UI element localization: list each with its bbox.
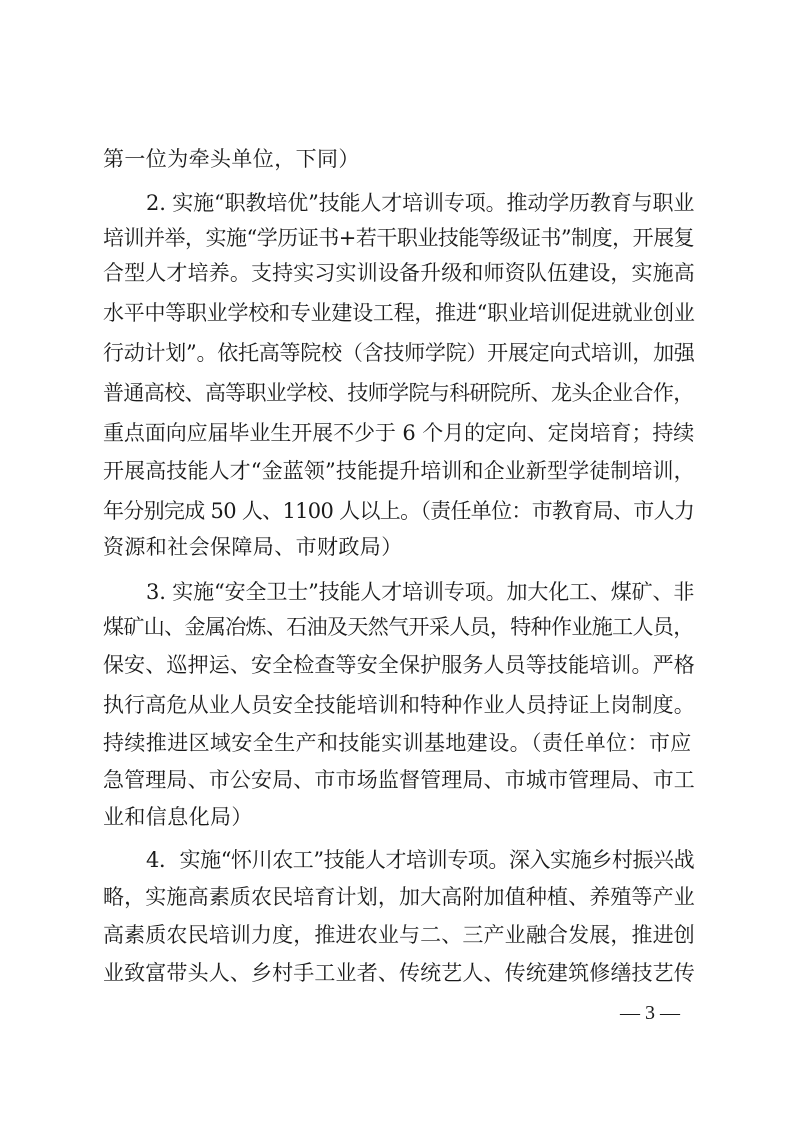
body-line: 急管理局、市公安局、市市场监督管理局、市城市管理局、市工 xyxy=(103,768,695,792)
body-line: 第一位为牵头单位，下同） xyxy=(103,147,360,171)
body-line: 合型人才培养。支持实习实训设备升级和师资队伍建设，实施高 xyxy=(103,261,695,285)
body-line: 4．实施“怀川农工”技能人才培训专项。深入实施乡村振兴战 xyxy=(146,848,695,872)
body-line: 业和信息化局） xyxy=(103,805,253,829)
body-line: 行动计划”。依托高等院校（含技师学院）开展定向式培训，加强 xyxy=(103,341,695,365)
body-line: 持续推进区域安全生产和技能实训基地建设。（责任单位：市应 xyxy=(103,731,692,755)
body-line: 3. 实施“安全卫士”技能人才培训专项。加大化工、煤矿、非 xyxy=(146,580,695,604)
body-line: 高素质农民培训力度，推进农业与二、三产业融合发展，推进创 xyxy=(103,923,695,947)
body-line: 开展高技能人才“金蓝领”技能提升培训和企业新型学徒制培训， xyxy=(103,459,695,483)
body-line: 略，实施高素质农民培育计划，加大高附加值种植、养殖等产业 xyxy=(103,885,695,909)
body-line: 执行高危从业人员安全技能培训和特种作业人员持证上岗制度。 xyxy=(103,693,695,717)
body-line: 保安、巡押运、安全检查等安全保护服务人员等技能培训。严格 xyxy=(103,653,695,677)
body-line: 重点面向应届毕业生开展不少于 6 个月的定向、定岗培育；持续 xyxy=(103,421,695,445)
body-line: 普通高校、高等职业学校、技师学院与科研院所、龙头企业合作， xyxy=(103,381,694,405)
body-line: 资源和社会保障局、市财政局） xyxy=(103,535,403,559)
body-line: 培训并举，实施“学历证书+若干职业技能等级证书”制度，开展复 xyxy=(103,226,695,250)
body-line: 年分别完成 50 人、1100 人以上。（责任单位：市教育局、市人力 xyxy=(103,499,695,523)
page-number: — 3 — xyxy=(620,1002,680,1024)
body-line: 水平中等职业学校和专业建设工程，推进“职业培训促进就业创业 xyxy=(103,301,695,325)
body-line: 2. 实施“职教培优”技能人才培训专项。推动学历教育与职业 xyxy=(146,191,695,215)
body-line: 业致富带头人、乡村手工业者、传统艺人、传统建筑修缮技艺传 xyxy=(103,961,695,985)
body-line: 煤矿山、金属冶炼、石油及天然气开采人员，特种作业施工人员， xyxy=(103,615,694,639)
